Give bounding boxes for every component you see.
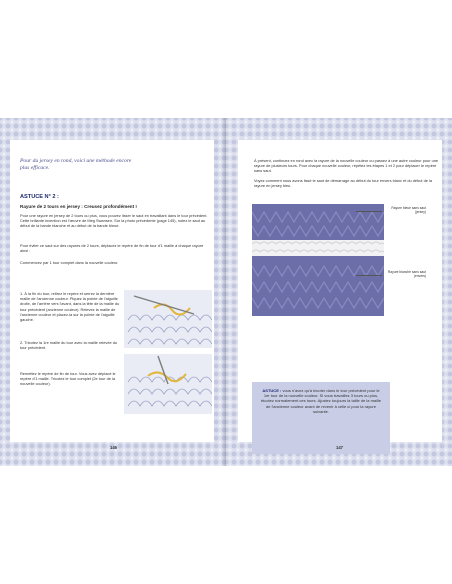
intro-text: Pour du jersey en rond, voici une méthode encore plus efficace.	[20, 158, 132, 172]
left-page	[0, 118, 226, 466]
callout-blue-stripe: Rayure bleue sans saut (jersey)	[391, 206, 426, 215]
right-paragraph-2: Voyez comment nous avons lissé le saut de démarrage au début du tour envers blanc et du début de la rayure en jersey bleu.	[254, 178, 432, 189]
tip-subtitle: Rayure de 2 tours en jersey : Creusez profondément !	[20, 204, 137, 209]
step-3: Remettez le repère de fin de tour. Vous avez déplacé le repère d'1 maille. Tricotez le tour complet (2e tour de la nouvelle couleur).	[20, 371, 116, 387]
step-1: 1. À la fin du tour, retirez le repère et serrez la dernière maille de l'ancienne couleur. Piquez la pointe de l'aiguille droite, de l'arrière vers l'avant, dans la tête de la maille du tour précédent (ancienne couleur). Relevez la maille de l'ancienne couleur et placez-la sur la pointe de l'aiguille gauche.	[20, 291, 120, 323]
tip-box	[252, 382, 390, 454]
callout-white-stripe: Rayure blanche sans saut (envers)	[387, 270, 426, 279]
book-spread	[0, 118, 452, 466]
paragraph-2: Pour éviter ce saut sur des rayures de 2 tours, déplacez le repère de fin de tour d'1 maille à chaque rayure ainsi :	[20, 243, 204, 254]
knitting-illustration	[124, 290, 212, 414]
paragraph-3: Commencez par 1 tour complet dans la nouvelle couleur.	[20, 260, 119, 265]
tip-title: ASTUCE N° 2 :	[20, 194, 59, 200]
right-page	[226, 118, 452, 466]
tip-box-label: ASTUCE :	[262, 388, 282, 393]
callout-line-blue	[356, 211, 382, 212]
paragraph-1: Pour une rayure en jersey de 2 tours ou plus, vous pouvez lisser le saut en travaillant dans le tour précédent. Cette brillante invention est l'œuvre de Meg Swansen. Sur la photo précédente (page 145), notez le saut au début de la bande blanche et au début de la bande bleue.	[20, 213, 208, 229]
tip-box-body: vous n'avez qu'à tricoter dans le tour précédent pour le 1er tour de la nouvelle couleur. Si vous travaillez 3 tours ou plus, tricotez normalement ces tours. Ajustez toujours la taille de la maille de l'ancienne couleur avant de revenir à celle ci pour la rayure suivante.	[260, 388, 382, 414]
step-2: 2. Tricotez la 1re maille du tour avec la maille relevée du tour précédent.	[20, 340, 118, 351]
right-paragraph-1: À présent, continuez en rond avec la rayure de la nouvelle couleur ou passez à une autre couleur pour une rayure de plusieurs tours. Pour chaque nouvelle couleur, répétez les étapes 1 et 2 pour déplacer le repère sans saut.	[254, 158, 439, 174]
knit-swatch-photo	[252, 204, 384, 316]
page-number-right: 147	[336, 445, 343, 450]
callout-line-white	[356, 275, 382, 276]
tip-box-text	[260, 388, 382, 414]
page-number-left: 146	[110, 445, 117, 450]
